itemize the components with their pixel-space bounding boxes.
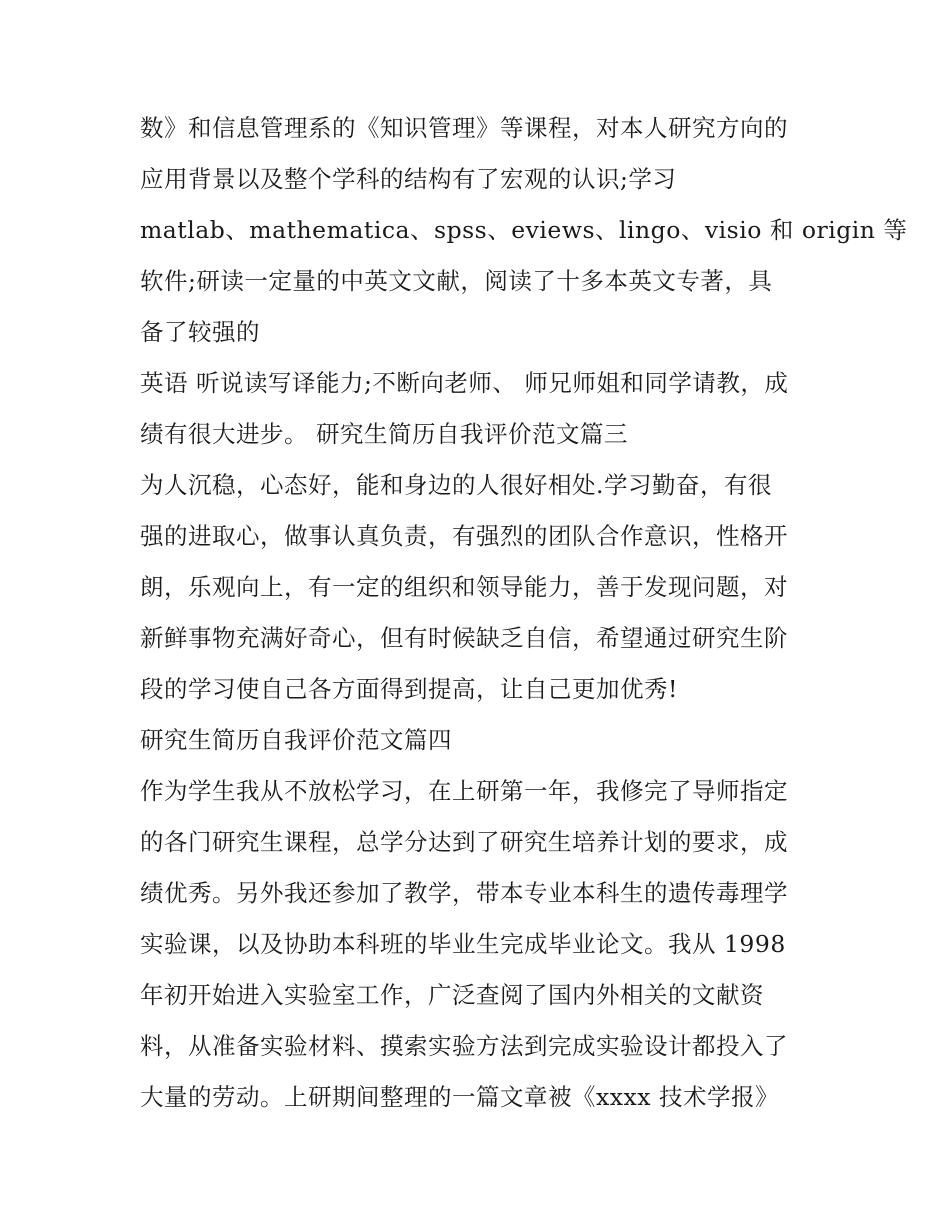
document-page xyxy=(140,103,908,1123)
text-line: 数》和信息管理系的《知识管理》等课程，对本人研究方向的 xyxy=(140,114,788,142)
text-line: 强的进取心，做事认真负责，有强烈的团队合作意识，性格开 xyxy=(140,522,788,550)
text-line: matlab、mathematica、spss、eviews、lingo、visio 和 origin 等 xyxy=(140,216,908,244)
text-line: 的各门研究生课程，总学分达到了研究生培养计划的要求，成 xyxy=(140,828,788,856)
text-line: 为人沉稳，心态好，能和身边的人很好相处.学习勤奋，有很 xyxy=(140,471,772,499)
text-line: 备了较强的 xyxy=(140,318,260,346)
text-line: 应用背景以及整个学科的结构有了宏观的认识;学习 xyxy=(140,165,677,193)
text-line: 年初开始进入实验室工作，广泛查阅了国内外相关的文献资 xyxy=(140,981,764,1009)
text-line: 大量的劳动。上研期间整理的一篇文章被《xxxx 技术学报》 xyxy=(140,1083,779,1111)
text-line: 绩优秀。另外我还参加了教学，带本专业本科生的遗传毒理学 xyxy=(140,879,788,907)
text-line: 实验课，以及协助本科班的毕业生完成毕业论文。我从 1998 xyxy=(140,930,786,958)
text-line: 新鲜事物充满好奇心，但有时候缺乏自信，希望通过研究生阶 xyxy=(140,624,788,652)
text-line: 英语 听说读写译能力;不断向老师、 师兄师姐和同学请教，成 xyxy=(140,369,789,397)
text-line: 段的学习使自己各方面得到提高，让自己更加优秀! xyxy=(140,675,678,703)
text-line: 朗，乐观向上，有一定的组织和领导能力，善于发现问题，对 xyxy=(140,573,788,601)
section-heading: 研究生简历自我评价范文篇四 xyxy=(140,726,452,754)
text-line: 绩有很大进步。 研究生简历自我评价范文篇三 xyxy=(140,420,628,448)
text-line: 作为学生我从不放松学习，在上研第一年，我修完了导师指定 xyxy=(140,777,788,805)
text-line: 料，从准备实验材料、摸索实验方法到完成实验设计都投入了 xyxy=(140,1032,788,1060)
text-line: 软件;研读一定量的中英文文献，阅读了十多本英文专著，具 xyxy=(140,267,773,295)
